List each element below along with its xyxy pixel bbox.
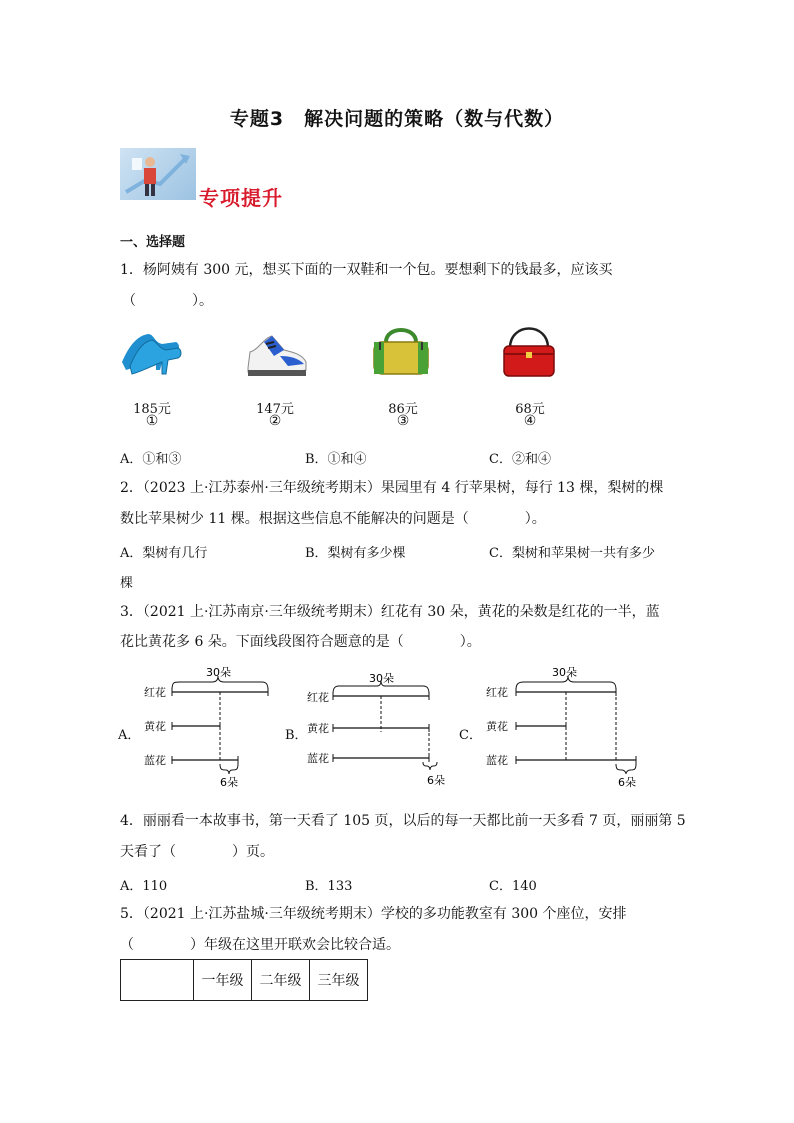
q1-text-line2: （ ）。 xyxy=(122,293,213,309)
difference-label: 6朵 xyxy=(618,776,636,789)
difference-label: 6朵 xyxy=(427,774,445,787)
table-row xyxy=(121,960,368,1001)
diagram-letter[interactable]: B． xyxy=(285,728,308,743)
yellow-flower-label: 黄花 xyxy=(486,720,508,733)
blue-flower-label: 蓝花 xyxy=(307,752,329,765)
option-number: ③ xyxy=(396,413,410,429)
q5-text-line1: 5．（2021 上·江苏盐城·三年级统考期末）学校的多功能教室有 300 个座位，安排 xyxy=(120,906,627,922)
section-heading: 一、选择题 xyxy=(120,235,186,250)
q5-text-line2: （ ）年级在这里开联欢会比较合适。 xyxy=(120,937,400,953)
q2-text-line2: 数比苹果树少 11 棵。根据这些信息不能解决的问题是（ ）。 xyxy=(120,511,546,527)
duffel-bag-icon xyxy=(368,320,434,382)
total-label: 30朵 xyxy=(552,666,577,679)
banner-illustration xyxy=(120,148,196,200)
table-header-grade2: 二年级 xyxy=(252,960,310,1001)
choice-b[interactable]: B．①和④ xyxy=(305,452,367,467)
price-label: 68元 xyxy=(515,402,545,417)
q3-text-line2: 花比黄花多 6 朵。下面线段图符合题意的是（ ）。 xyxy=(120,634,481,650)
yellow-flower-label: 黄花 xyxy=(307,722,329,735)
yellow-flower-label: 黄花 xyxy=(144,720,166,733)
price-label: 185元 xyxy=(133,402,171,417)
blue-flower-label: 蓝花 xyxy=(144,754,166,767)
red-flower-label: 红花 xyxy=(486,686,508,699)
page-title: 专题3 解决问题的策略（数与代数） xyxy=(229,108,565,130)
choice-c[interactable]: C．140 xyxy=(489,879,537,894)
table-header-grade1: 一年级 xyxy=(194,960,252,1001)
price-label: 86元 xyxy=(388,402,418,417)
q2-text-line1: 2．（2023 上·江苏泰州·三年级统考期末）果园里有 4 行苹果树，每行 13 棵，梨树的棵 xyxy=(120,480,664,496)
option-number: ④ xyxy=(523,413,537,429)
table-header-grade3: 三年级 xyxy=(310,960,368,1001)
table-cell xyxy=(121,960,194,1001)
difference-label: 6朵 xyxy=(220,776,238,789)
option-number: ② xyxy=(268,413,282,429)
choice-a[interactable]: A．110 xyxy=(120,879,168,894)
q4-text-line1: 4．丽丽看一本故事书，第一天看了 105 页，以后的每一天都比前一天多看 7 页，丽丽第 5 xyxy=(120,813,686,829)
red-flower-label: 红花 xyxy=(144,686,166,699)
grade-table xyxy=(120,959,368,1001)
total-label: 30朵 xyxy=(206,666,231,679)
choice-c[interactable]: C．梨树和苹果树一共有多少 xyxy=(489,546,655,561)
diagram-letter[interactable]: A． xyxy=(118,728,141,743)
option-number: ① xyxy=(145,413,159,429)
handbag-icon xyxy=(496,318,562,384)
diagram-letter[interactable]: C． xyxy=(459,728,482,743)
banner-title: 专项提升 xyxy=(199,186,283,210)
choice-b[interactable]: B．梨树有多少棵 xyxy=(305,546,406,561)
choice-c[interactable]: C．②和④ xyxy=(489,452,551,467)
line-segment-diagram-c xyxy=(482,662,672,792)
choice-b[interactable]: B．133 xyxy=(305,879,353,894)
choice-a[interactable]: A．梨树有几行 xyxy=(120,546,208,561)
sneaker-icon xyxy=(244,326,310,386)
q1-text-line1: 1．杨阿姨有 300 元，想买下面的一双鞋和一个包。要想剩下的钱最多，应该买 xyxy=(120,262,613,278)
choice-a[interactable]: A．①和③ xyxy=(120,452,182,467)
price-label: 147元 xyxy=(256,402,294,417)
blue-flower-label: 蓝花 xyxy=(486,754,508,767)
line-segment-diagram-b xyxy=(305,668,455,792)
q4-text-line2: 天看了（ ）页。 xyxy=(120,844,274,860)
line-segment-diagram-a xyxy=(140,662,280,792)
total-label: 30朵 xyxy=(369,672,394,685)
choice-c-overflow: 棵 xyxy=(120,576,134,591)
high-heel-shoes-icon xyxy=(118,322,184,382)
q3-text-line1: 3．（2021 上·江苏南京·三年级统考期末）红花有 30 朵，黄花的朵数是红花的一半，蓝 xyxy=(120,604,660,620)
red-flower-label: 红花 xyxy=(307,691,329,704)
